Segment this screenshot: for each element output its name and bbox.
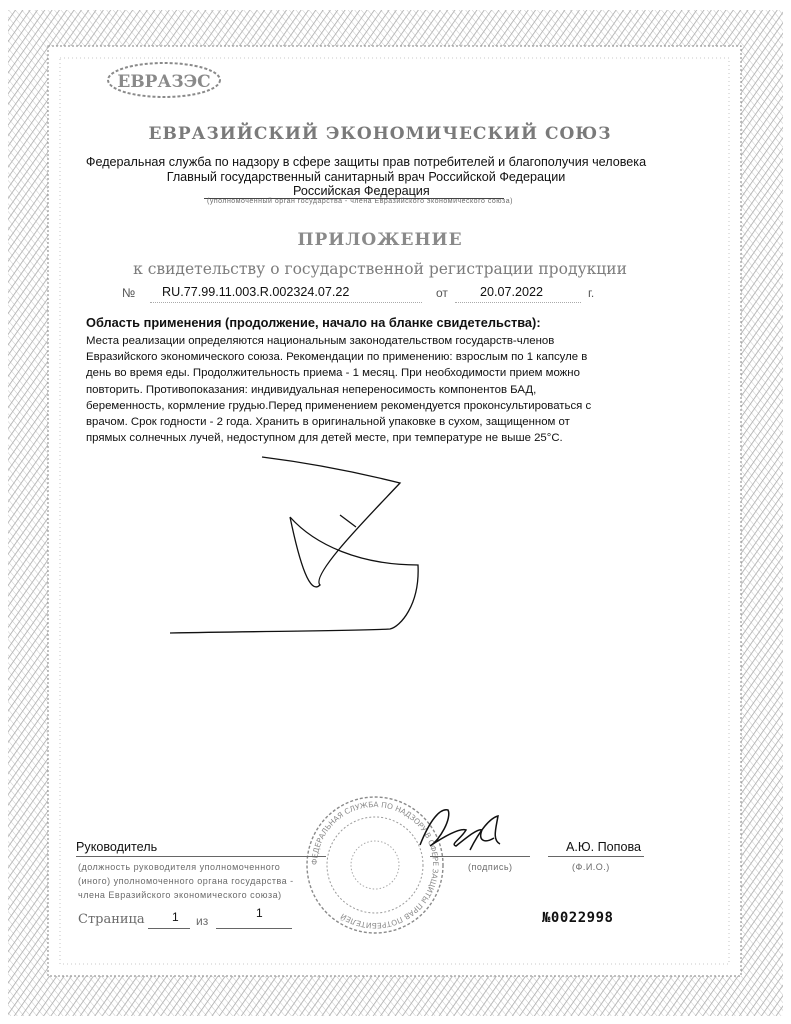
document-subtitle: к свидетельству о государственной регистрации продукции	[133, 260, 627, 278]
form-number: №0022998	[542, 910, 614, 926]
body-line: врачом. Срок годности - 2 года. Хранить в оригинальной упаковке в сухом, защищенном от	[86, 416, 570, 429]
authority-caption: (уполномоченный орган государства - члена Евразийского экономического союза)	[207, 198, 513, 205]
registration-number-underline	[150, 302, 422, 303]
registration-date: 20.07.2022	[480, 285, 544, 299]
registration-number-label: №	[122, 286, 136, 300]
emblem-text: ЕВРАЗЭС	[117, 72, 211, 92]
body-line: Евразийского экономического союза. Рекомендации по применению: взрослым по 1 капсуле в	[86, 351, 588, 364]
authority-country: Российская Федерация	[293, 184, 430, 198]
role-caption-3: члена Евразийского экономического союза)	[78, 890, 282, 900]
section-heading: Область применения (продолжение, начало на бланке свидетельства):	[86, 315, 541, 330]
total-pages: 1	[256, 906, 263, 920]
page-number: 1	[172, 910, 179, 924]
name-underline	[548, 856, 644, 857]
body-line: повторить. Противопоказания: индивидуальная непереносимость компонентов БАД,	[86, 383, 537, 396]
body-line: беременность, кормление грудью.Перед применением рекомендуется проконсультироваться с	[86, 399, 592, 412]
handwritten-signature	[400, 800, 520, 860]
signature-caption: (подпись)	[468, 862, 513, 872]
seal-text: ФЕДЕРАЛЬНАЯ СЛУЖБА ПО НАДЗОРУ В СФЕРЕ ЗАЩИТЫ ПРАВ ПОТРЕБИТЕЛЕЙ	[309, 799, 441, 931]
body-line: день во время еды. Продолжительность приема - 1 месяц. При необходимости прием можно	[86, 367, 580, 380]
union-header: ЕВРАЗИЙСКИЙ ЭКОНОМИЧЕСКИЙ СОЮЗ	[148, 124, 612, 144]
page-label: Страница	[78, 912, 145, 927]
document-title: ПРИЛОЖЕНИЕ	[297, 230, 463, 250]
union-emblem-icon	[104, 60, 224, 100]
blank-space-cancellation-mark	[160, 445, 460, 645]
of-label: из	[196, 914, 209, 928]
signer-name: А.Ю. Попова	[566, 840, 642, 854]
registration-number: RU.77.99.11.003.R.002324.07.22	[162, 285, 350, 299]
role-caption-1: (должность руководителя уполномоченного	[78, 862, 281, 872]
body-line: Места реализации определяются национальным законодательством государств-членов	[86, 335, 555, 347]
total-underline	[216, 928, 292, 929]
body-text	[86, 333, 646, 446]
body-line: прямых солнечных лучей, недоступном для детей месте, при температуре не выше 25°C.	[86, 432, 563, 445]
signature-role: Руководитель	[76, 840, 158, 854]
registration-date-underline	[455, 302, 581, 303]
role-caption-2: (иного) уполномоченного органа государства -	[78, 876, 294, 886]
authority-line-1: Федеральная служба по надзору в сфере защиты прав потребителей и благополучия человека	[85, 155, 647, 169]
page-underline	[148, 928, 190, 929]
name-caption: (Ф.И.О.)	[572, 862, 610, 872]
registration-year-suffix: г.	[588, 286, 595, 300]
registration-date-label: от	[436, 286, 448, 300]
signature-underline	[430, 856, 530, 857]
authority-line-2: Главный государственный санитарный врач Российской Федерации	[166, 170, 566, 184]
role-underline	[76, 856, 326, 857]
